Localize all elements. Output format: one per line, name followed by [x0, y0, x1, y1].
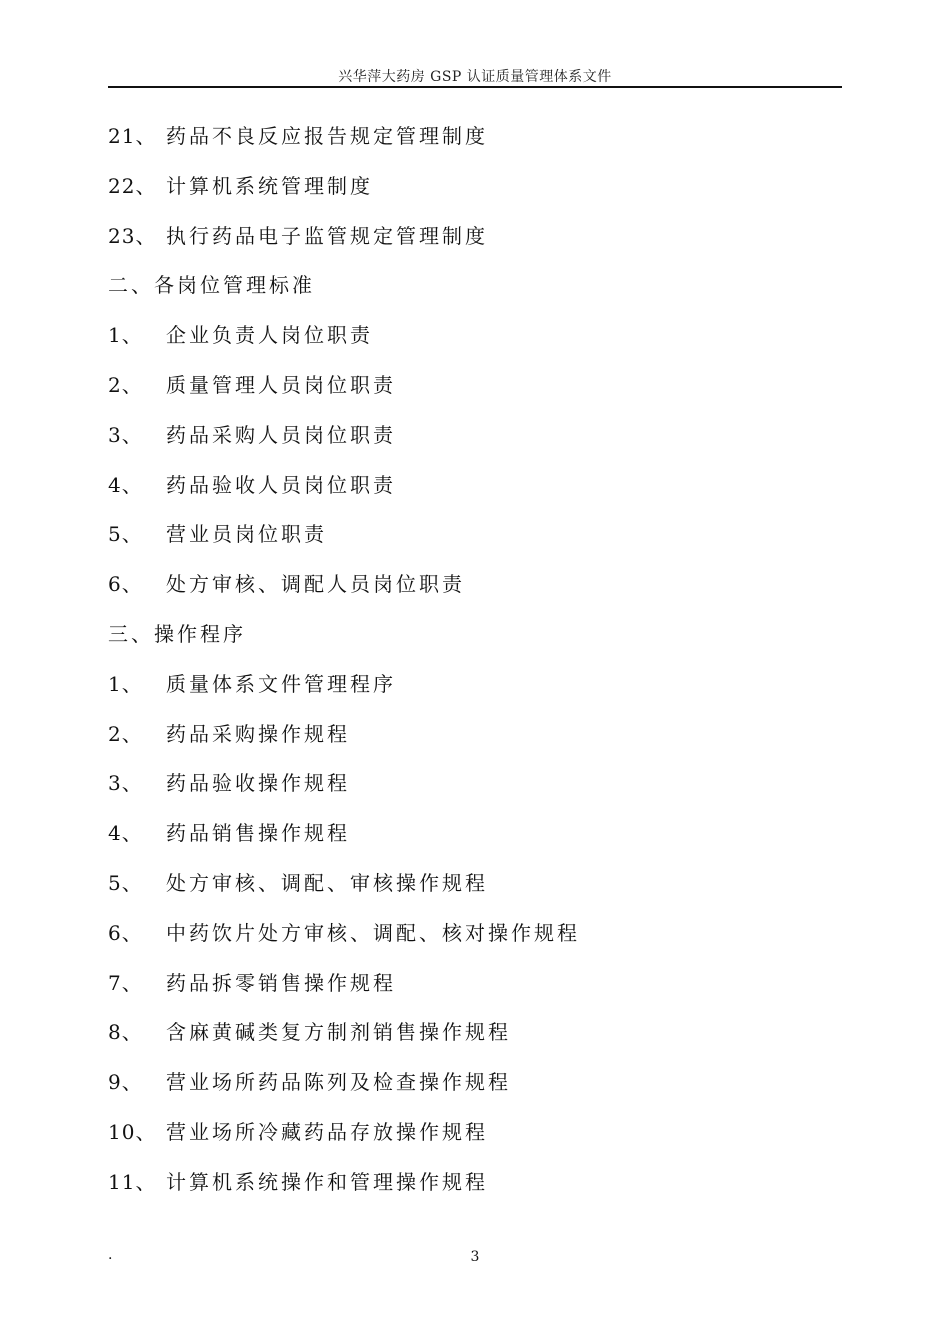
list-item-number: 2、	[108, 721, 143, 746]
list-item	[108, 1008, 842, 1058]
list-item	[108, 809, 842, 859]
list-item	[108, 959, 842, 1009]
list-item-number: 9、	[108, 1070, 143, 1095]
list-item-number: 5、	[108, 870, 143, 895]
list-item-text: 营业员岗位职责	[166, 522, 327, 547]
list-item-text: 计算机系统管理制度	[166, 173, 373, 198]
list-item	[108, 212, 842, 262]
list-item-number: 4、	[108, 472, 143, 497]
section-heading	[108, 610, 842, 660]
list-item	[108, 311, 842, 361]
list-item-number: 8、	[108, 1020, 143, 1045]
list-item-number: 3、	[108, 422, 143, 447]
list-item-text: 药品验收操作规程	[166, 771, 350, 796]
list-item	[108, 361, 842, 411]
section-heading-text: 三、操作程序	[108, 621, 246, 646]
list-item-number: 23、	[108, 223, 157, 248]
list-item	[108, 411, 842, 461]
list-item-number: 11、	[108, 1169, 157, 1194]
list-item-text: 营业场所冷藏药品存放操作规程	[166, 1119, 488, 1144]
list-item-text: 处方审核、调配、审核操作规程	[166, 870, 488, 895]
list-item-text: 药品拆零销售操作规程	[166, 970, 396, 995]
list-item-text: 计算机系统操作和管理操作规程	[166, 1169, 488, 1194]
list-item-number: 2、	[108, 372, 143, 397]
list-item	[108, 510, 842, 560]
list-item-number: 10、	[108, 1119, 157, 1144]
list-item	[108, 859, 842, 909]
list-item-text: 营业场所药品陈列及检查操作规程	[166, 1070, 511, 1095]
list-item-text: 药品采购人员岗位职责	[166, 422, 396, 447]
list-item-number: 7、	[108, 970, 143, 995]
list-item	[108, 162, 842, 212]
list-item-text: 药品验收人员岗位职责	[166, 472, 396, 497]
header-divider	[108, 86, 842, 88]
list-item	[108, 759, 842, 809]
list-item-text: 药品销售操作规程	[166, 821, 350, 846]
footer-dot: .	[108, 1247, 113, 1263]
list-item-text: 处方审核、调配人员岗位职责	[166, 572, 465, 597]
list-item-text: 执行药品电子监管规定管理制度	[166, 223, 488, 248]
list-item	[108, 461, 842, 511]
list-item-number: 6、	[108, 920, 143, 945]
list-item-text: 质量管理人员岗位职责	[166, 372, 396, 397]
list-item-number: 5、	[108, 522, 143, 547]
list-item	[108, 112, 842, 162]
list-item-number: 22、	[108, 173, 157, 198]
list-item	[108, 710, 842, 760]
list-item-text: 企业负责人岗位职责	[166, 323, 373, 348]
list-item-text: 质量体系文件管理程序	[166, 671, 396, 696]
list-item-number: 1、	[108, 323, 143, 348]
list-item-number: 1、	[108, 671, 143, 696]
list-item-number: 4、	[108, 821, 143, 846]
page-number: 3	[470, 1249, 480, 1265]
list-item	[108, 1158, 842, 1208]
section-heading-text: 二、各岗位管理标准	[108, 273, 315, 298]
list-item	[108, 660, 842, 710]
document-body	[108, 112, 842, 1208]
list-item	[108, 560, 842, 610]
list-item	[108, 1108, 842, 1158]
list-item-text: 中药饮片处方审核、调配、核对操作规程	[166, 920, 580, 945]
list-item-text: 含麻黄碱类复方制剂销售操作规程	[166, 1020, 511, 1045]
list-item-text: 药品不良反应报告规定管理制度	[166, 124, 488, 148]
section-heading	[108, 261, 842, 311]
list-item-text: 药品采购操作规程	[166, 721, 350, 746]
list-item	[108, 909, 842, 959]
list-item	[108, 1058, 842, 1108]
list-item-number: 6、	[108, 572, 143, 597]
page-header-title: 兴华萍大药房 GSP 认证质量管理体系文件	[338, 69, 612, 85]
list-item-number: 3、	[108, 771, 143, 796]
list-item-number: 21、	[108, 124, 157, 148]
